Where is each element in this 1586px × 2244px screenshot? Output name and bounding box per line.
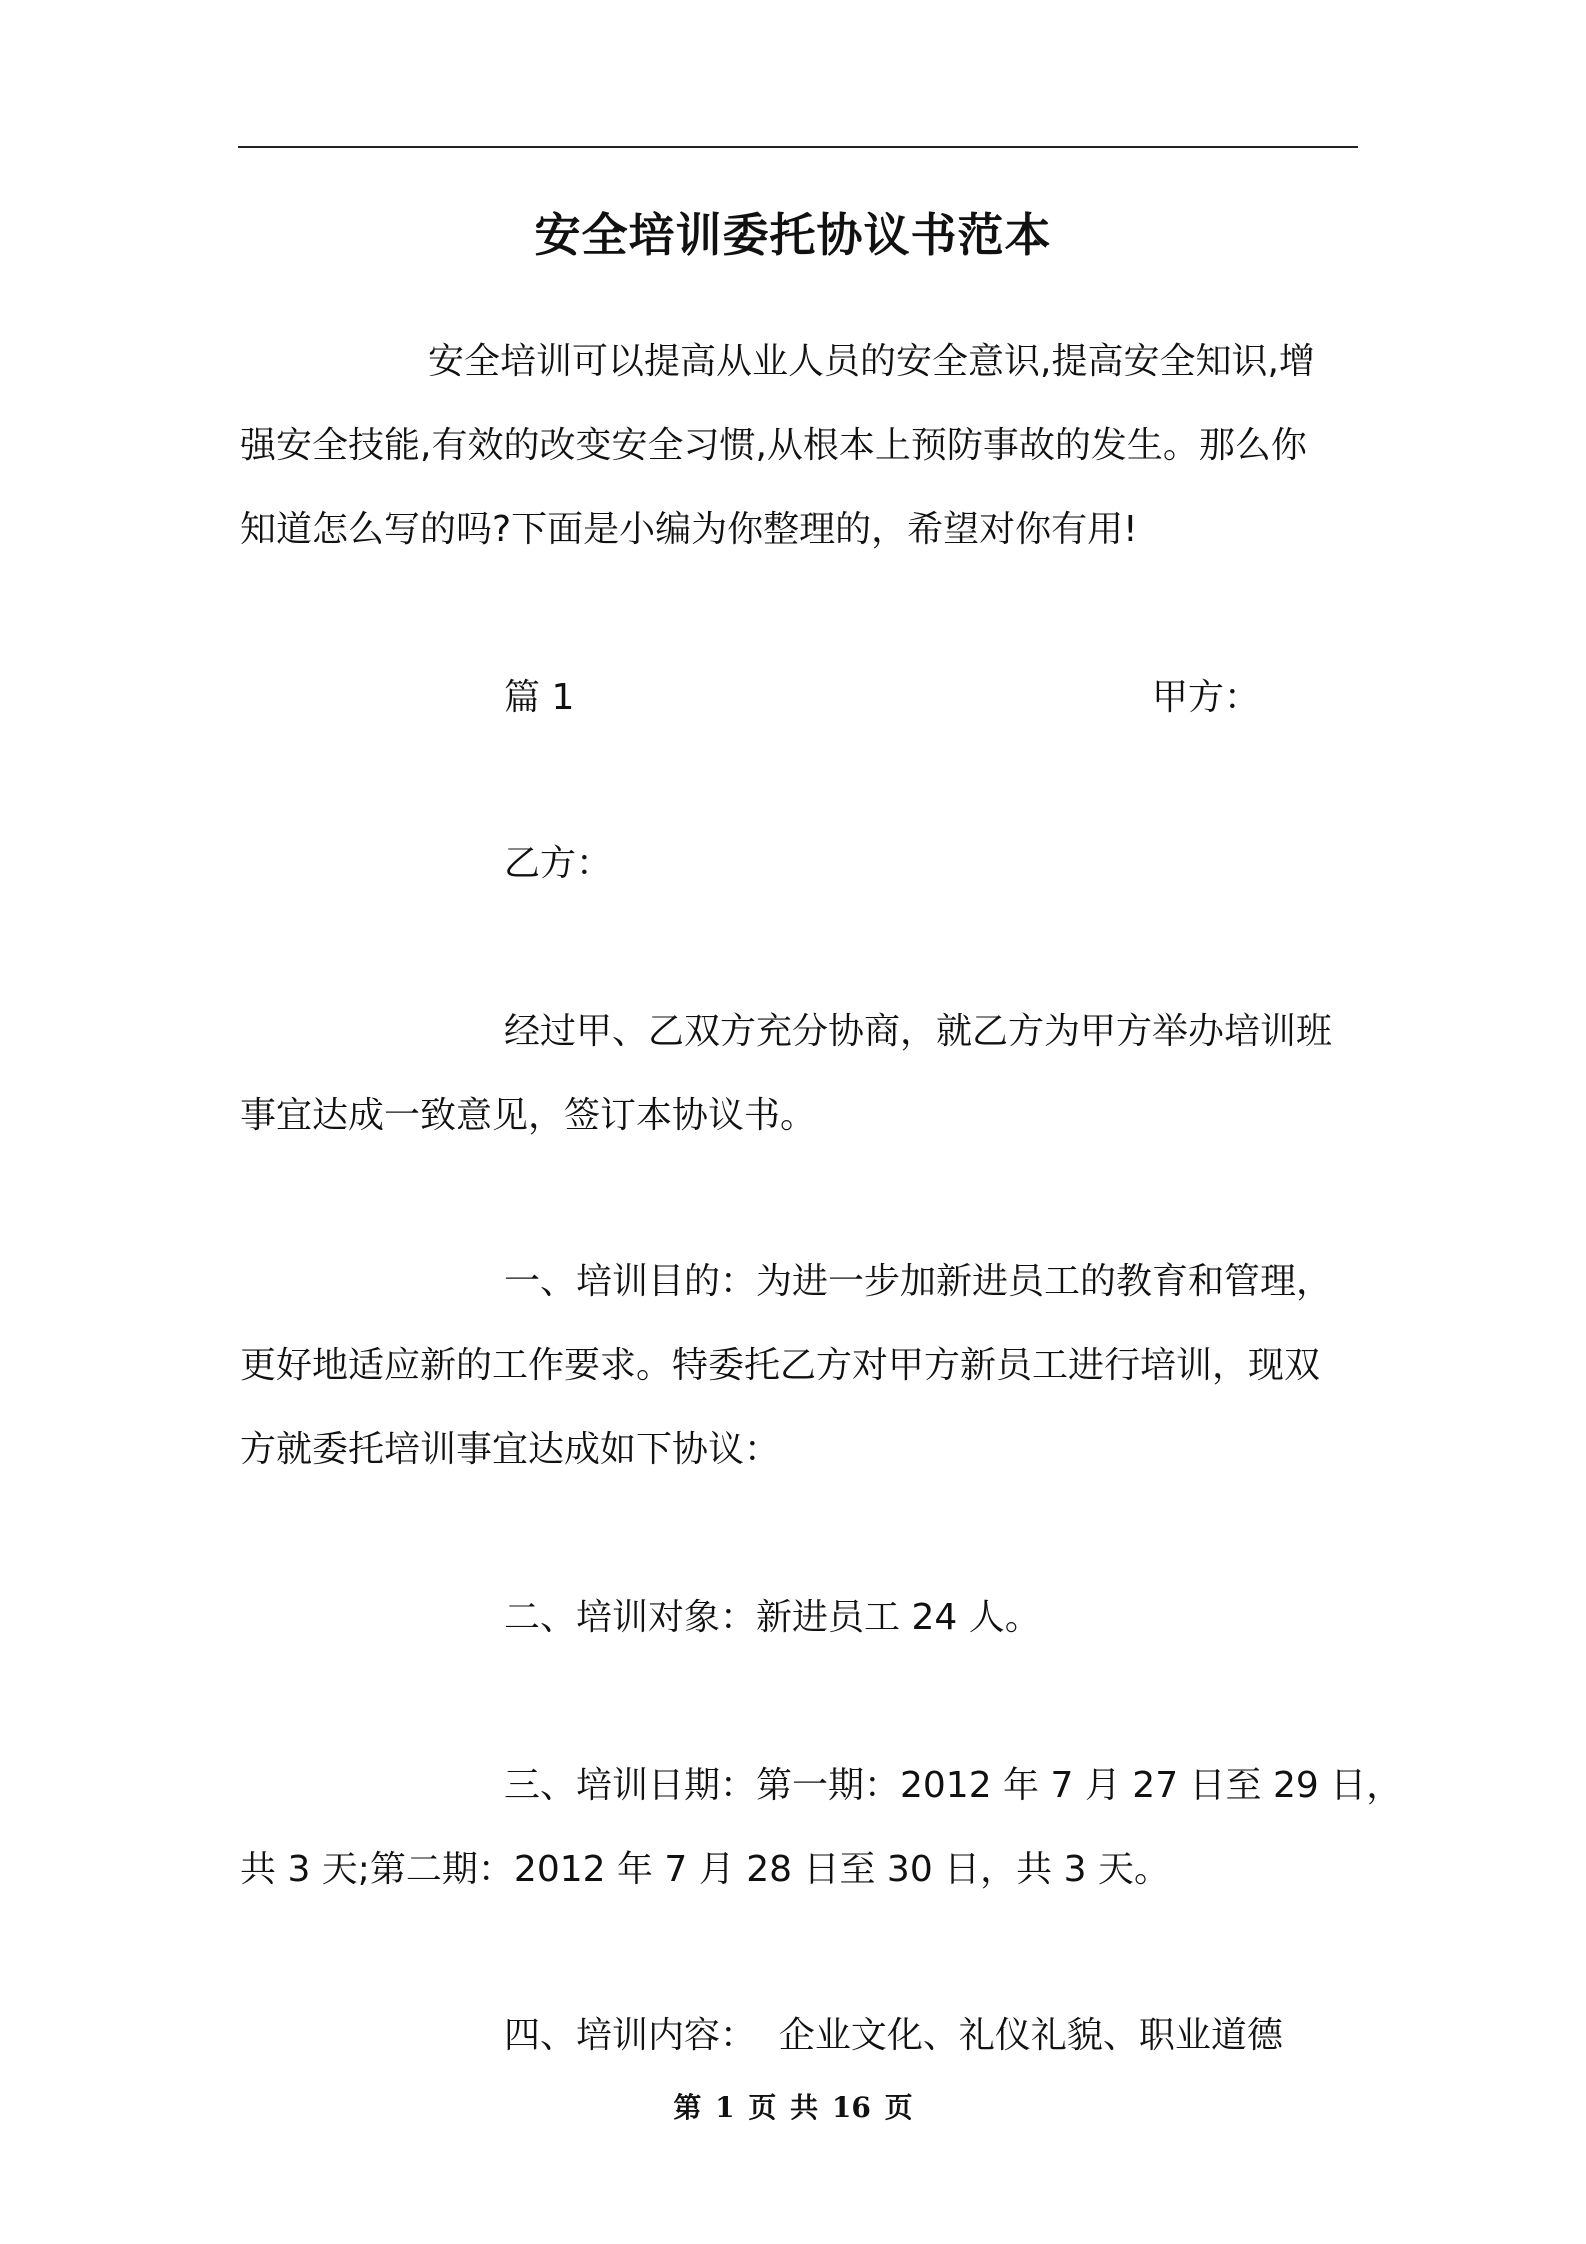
intro-line-1: 安全培训可以提高从业人员的安全意识,提高安全知识,增 xyxy=(428,341,1315,382)
party-a-label: 甲方： xyxy=(1152,677,1261,718)
clause-1-line-2: 更好地适应新的工作要求。特委托乙方对甲方新员工进行培训，现双 xyxy=(240,1345,1321,1386)
header-rule xyxy=(238,146,1358,148)
clause-2-line-1: 二、培训对象：新进员工 24 人。 xyxy=(504,1597,1041,1638)
section-heading-line xyxy=(240,656,1358,740)
clause-3-line-2: 共 3 天;第二期：2012 年 7 月 28 日至 30 日，共 3 天。 xyxy=(240,1849,1170,1890)
document-title: 安全培训委托协议书范本 xyxy=(534,208,1052,262)
consult-line-2: 事宜达成一致意见，签订本协议书。 xyxy=(240,1095,817,1136)
consult-line-1: 经过甲、乙双方充分协商，就乙方为甲方举办培训班 xyxy=(504,1011,1333,1052)
clause-3-line-1: 三、培训日期：第一期：2012 年 7 月 27 日至 29 日， xyxy=(504,1765,1403,1806)
clause-1-line-3: 方就委托培训事宜达成如下协议： xyxy=(240,1429,781,1470)
intro-line-2: 强安全技能,有效的改变安全习惯,从根本上预防事故的发生。那么你 xyxy=(240,425,1307,466)
section-label: 篇 1 xyxy=(504,677,575,718)
clause-1-line-1: 一、培训目的：为进一步加新进员工的教育和管理， xyxy=(504,1261,1333,1302)
party-b-line xyxy=(240,822,1358,906)
page-indicator: 第 1 页 共 16 页 xyxy=(673,2091,913,2124)
intro-line-3: 知道怎么写的吗?下面是小编为你整理的，希望对你有用! xyxy=(240,509,1138,550)
party-b-label: 乙方： xyxy=(504,843,613,884)
clause-4-line-1: 四、培训内容： 企业文化、礼仪礼貌、职业道德 xyxy=(504,2015,1283,2056)
